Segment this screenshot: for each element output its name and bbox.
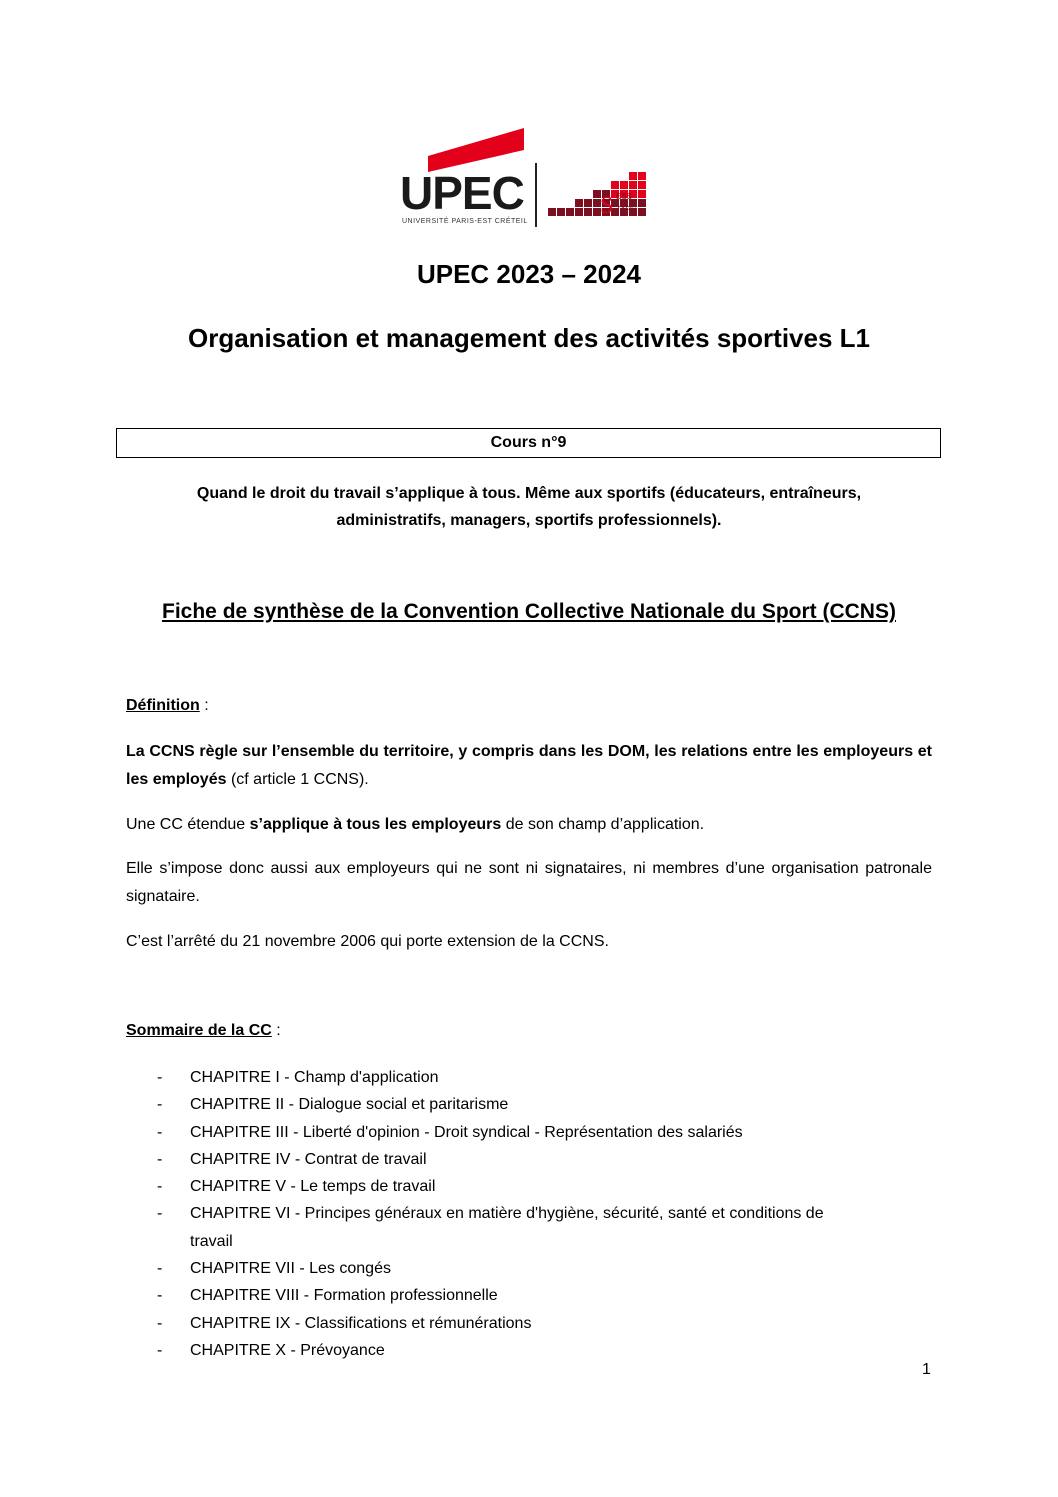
list-dash: -	[157, 1205, 163, 1223]
sess-logo-s: S	[600, 193, 614, 219]
sommaire-heading	[126, 1019, 281, 1043]
list-dash: -	[157, 1314, 163, 1332]
logo-square	[575, 208, 583, 216]
cours-number-box: Cours n°9	[116, 428, 941, 458]
logo-square	[584, 208, 592, 216]
list-dash: -	[157, 1287, 163, 1305]
list-item-text: CHAPITRE I - Champ d'application	[190, 1069, 439, 1086]
page-title: UPEC 2023 – 2024	[416, 259, 642, 289]
list-dash: -	[157, 1150, 163, 1168]
page-number: 1	[922, 1361, 931, 1378]
logo-separator	[535, 163, 537, 227]
list-dash: -	[157, 1178, 163, 1196]
logo-square	[638, 190, 646, 198]
definition-p2-bold: s’applique à tous les employeurs	[249, 816, 502, 833]
fiche-title: Fiche de synthèse de la Convention Collective Nationale du Sport (CCNS)	[162, 600, 896, 623]
logo-square	[638, 181, 646, 189]
logo-square	[548, 208, 556, 216]
definition-heading	[126, 694, 209, 718]
sess-logo-taps: TAPS	[616, 205, 637, 214]
list-item-text: CHAPITRE III - Liberté d'opinion - Droit syndical - Représentation des salariés	[190, 1123, 743, 1141]
sommaire-list	[157, 1064, 877, 1364]
definition-p2-a: Une CC étendue	[126, 816, 250, 833]
logo-square	[629, 181, 637, 189]
list-item-text: CHAPITRE VII - Les congés	[190, 1260, 391, 1278]
course-subtitle	[0, 480, 1058, 534]
definition-heading-suffix: :	[199, 697, 209, 714]
logo-square	[638, 208, 646, 216]
definition-p1-rest: (cf article 1 CCNS).	[226, 771, 369, 788]
sess-staps-logo	[548, 155, 660, 225]
list-item-text: CHAPITRE IV - Contrat de travail	[190, 1150, 427, 1168]
definition-paragraph-3: Elle s’impose donc aussi aux employeurs qui ne sont ni signataires, ni membres d’une organisation patronale signataire.	[126, 860, 932, 905]
list-item-text: CHAPITRE VI - Principes généraux en matière d'hygiène, sécurité, santé et conditions de travail	[190, 1205, 824, 1250]
list-dash: -	[157, 1096, 163, 1114]
list-dash: -	[157, 1341, 163, 1359]
logo-square	[566, 208, 574, 216]
logo-square	[629, 172, 637, 180]
list-item	[157, 1282, 877, 1309]
list-item-text: CHAPITRE X - Prévoyance	[190, 1341, 385, 1359]
list-item	[157, 1200, 877, 1255]
subtitle-line-1: Quand le droit du travail s’applique à tous. Même aux sportifs (éducateurs, entraîneurs,	[196, 485, 862, 502]
list-item	[157, 1255, 877, 1282]
definition-paragraph-4: C’est l’arrêté du 21 novembre 2006 qui porte extension de la CCNS.	[126, 933, 609, 950]
definition-p1-bold: La CCNS règle sur l’ensemble du territoire, y compris dans les DOM, les relations entre les employeurs et les employés	[126, 743, 932, 788]
definition-p2-b: de son champ d’application.	[501, 816, 705, 833]
sommaire-heading-text: Sommaire de la CC	[126, 1022, 272, 1039]
logo-square	[638, 199, 646, 207]
logo-square	[638, 172, 646, 180]
list-item	[157, 1310, 877, 1337]
logo-square	[557, 208, 565, 216]
list-item-text: CHAPITRE VIII - Formation professionnelle	[190, 1287, 498, 1305]
list-item	[157, 1337, 877, 1364]
sess-logo-ess: ESS	[616, 192, 633, 201]
logo-square	[620, 181, 628, 189]
list-item	[157, 1091, 877, 1118]
list-dash: -	[157, 1260, 163, 1278]
sommaire-heading-suffix: :	[271, 1022, 281, 1039]
list-item-text: CHAPITRE II - Dialogue social et paritarisme	[190, 1096, 509, 1114]
list-dash: -	[157, 1123, 163, 1141]
list-item	[157, 1173, 877, 1200]
list-item	[157, 1119, 877, 1146]
definition-paragraph-2	[126, 811, 932, 839]
list-item-text: CHAPITRE V - Le temps de travail	[190, 1178, 436, 1196]
subtitle-line-2: administratifs, managers, sportifs professionnels).	[336, 512, 722, 529]
logo-square	[575, 199, 583, 207]
definition-heading-text: Définition	[126, 697, 200, 714]
upec-logo-swoosh	[428, 128, 528, 172]
course-title: Organisation et management des activités sportives L1	[187, 323, 870, 353]
logo-square	[584, 199, 592, 207]
list-item	[157, 1146, 877, 1173]
upec-logo-subtitle: UNIVERSITÉ PARIS-EST CRÉTEIL	[402, 218, 528, 225]
list-item-text: CHAPITRE IX - Classifications et rémunérations	[190, 1314, 532, 1332]
definition-paragraph-1	[126, 738, 932, 794]
upec-logo-text: UPEC	[400, 167, 524, 219]
list-dash: -	[157, 1069, 163, 1086]
list-item	[157, 1064, 877, 1091]
logo-square	[611, 181, 619, 189]
